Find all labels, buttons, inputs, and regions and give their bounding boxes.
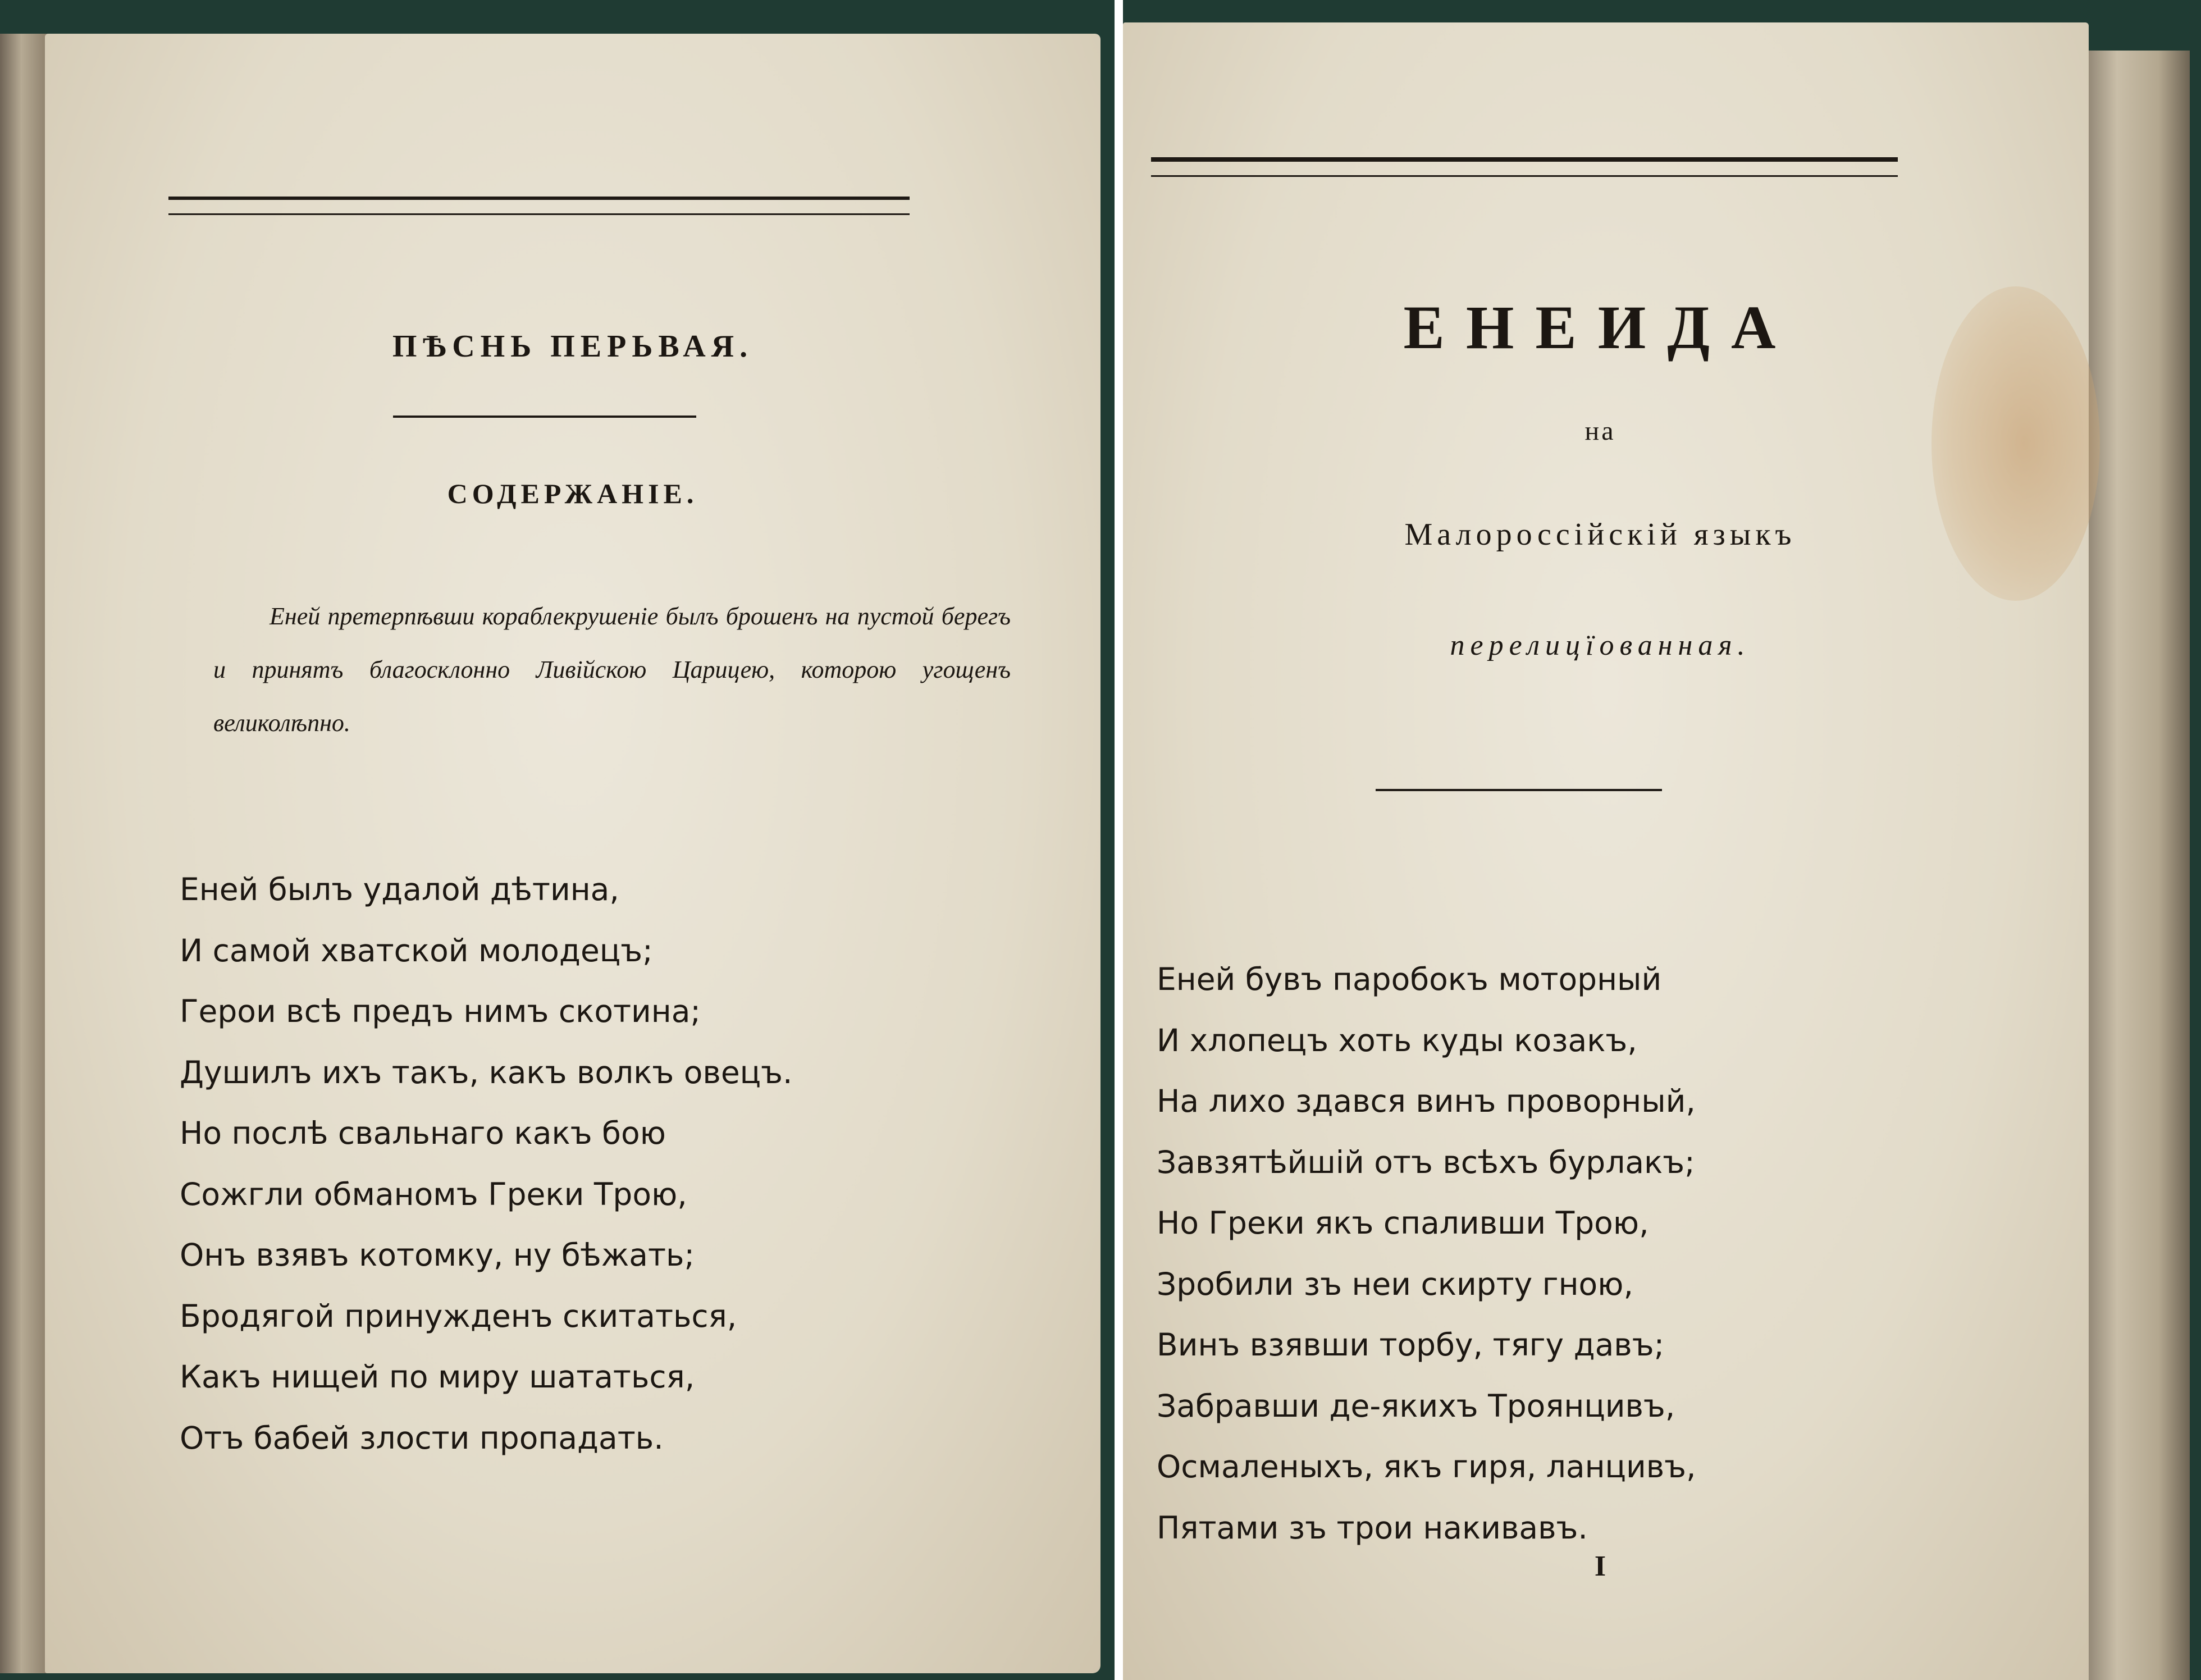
title-underline — [393, 416, 696, 418]
book-spine — [0, 34, 48, 1673]
left-page — [45, 34, 1100, 1673]
title-line-language: Малороссійскій языкъ — [1404, 517, 1796, 552]
right-page — [1123, 22, 2089, 1680]
left-verse — [180, 859, 792, 1468]
top-rule — [168, 197, 910, 200]
verse-line: Винъ взявши торбу, тягу давъ; — [1157, 1327, 1665, 1363]
top-rule-second — [168, 213, 910, 215]
verse-line: Какъ нищей по миру шататься, — [180, 1359, 695, 1395]
verse-line: Зробили зъ неи скирту гною, — [1157, 1266, 1633, 1302]
verse-line: И самой хватской молодецъ; — [180, 932, 653, 969]
verse-line: Душилъ ихъ такъ, какъ волкъ овецъ. — [180, 1054, 793, 1090]
contents-heading: СОДЕРЖАНІЕ. — [447, 478, 698, 509]
verse-line: Еней былъ удалой дѣтина, — [180, 871, 619, 907]
verse-line: Осмаленыхъ, якъ гиря, ланцивъ, — [1157, 1449, 1696, 1485]
verse-line: Сожгли обманомъ Греки Трою, — [180, 1176, 687, 1212]
page-edges — [2086, 51, 2190, 1680]
title-line-travesty: перелицїованная. — [1450, 629, 1751, 661]
title-divider — [1376, 789, 1662, 791]
page-number: I — [1594, 1550, 1606, 1582]
title-line-na: на — [1584, 416, 1616, 446]
right-page-photo — [1123, 0, 2201, 1680]
verse-line: Бродягой принужденъ скитаться, — [180, 1298, 737, 1334]
verse-line: Завзятѣйшій отъ всѣхъ бурлакъ; — [1157, 1144, 1695, 1180]
verse-line: Забравши де-якихъ Троянцивъ, — [1157, 1387, 1675, 1424]
verse-line: Онъ взявъ котомку, ну бѣжать; — [180, 1237, 695, 1273]
book-title: ЕНЕИДА — [1403, 293, 1797, 362]
verse-line: Еней бувъ паробокъ моторный — [1157, 961, 1662, 997]
verse-line: Пятами зъ трои накивавъ. — [1157, 1509, 1588, 1546]
verse-line: Но Греки якъ спаливши Трою, — [1157, 1205, 1649, 1241]
canto-title: ПѢСНЬ ПЕРЬВАЯ. — [392, 329, 754, 364]
top-rule-second — [1151, 175, 1898, 177]
right-verse — [1157, 949, 1696, 1558]
verse-line: На лихо здався винъ проворный, — [1157, 1083, 1696, 1119]
verse-line: Но послѣ свальнаго какъ бою — [180, 1115, 666, 1151]
canto-summary: Еней претерпѣвши кораблекрушеніе былъ брошенъ на пустой берегъ и принятъ благосклонно Ливійскою Царицею, которою угощенъ великолѣпно. — [213, 602, 1011, 737]
top-rule — [1151, 157, 1898, 162]
verse-line: И хлопецъ хоть куды козакъ, — [1157, 1022, 1637, 1058]
verse-line: Герои всѣ предъ нимъ скотина; — [180, 993, 701, 1029]
verse-line: Отъ бабей злости пропадать. — [180, 1419, 664, 1456]
